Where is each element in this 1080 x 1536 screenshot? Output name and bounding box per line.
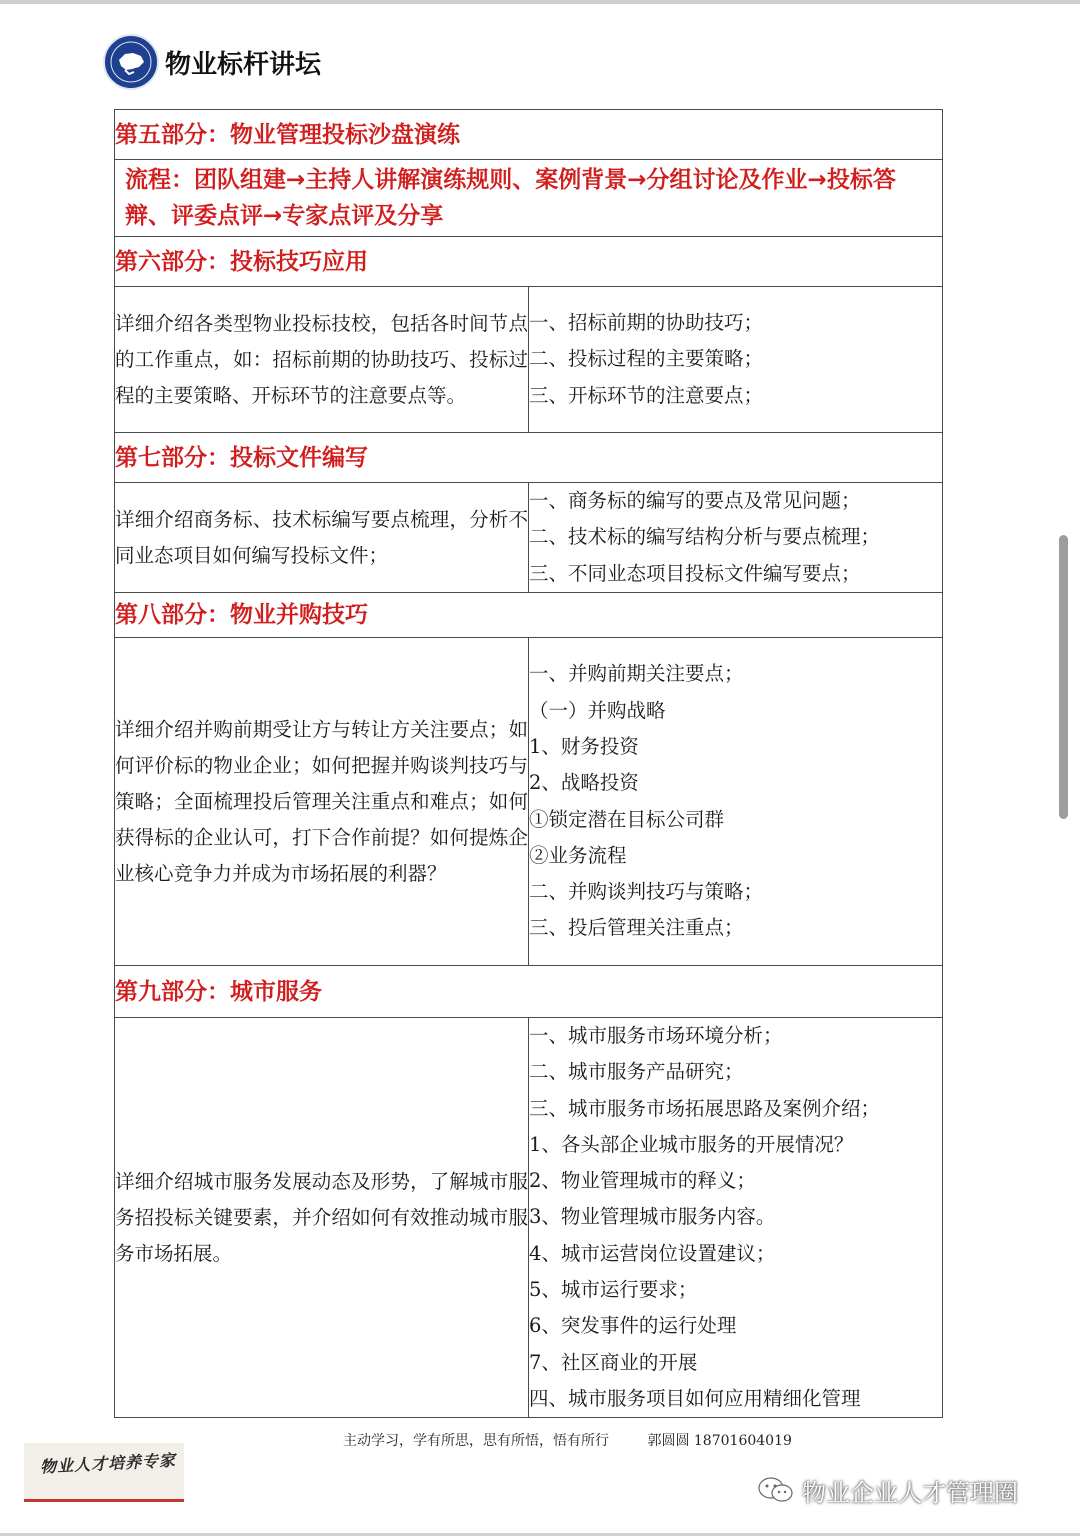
section-description: 详细介绍商务标、技术标编写要点梳理，分析不同业态项目如何编写投标文件；: [115, 483, 529, 593]
top-edge: [0, 0, 1080, 4]
scrollbar-thumb[interactable]: [1059, 535, 1068, 819]
section-items: [529, 287, 943, 433]
table-row: [115, 433, 943, 483]
list-item: 一、并购前期关注要点；: [529, 662, 744, 686]
list-item: 6、突发事件的运行处理: [529, 1314, 737, 1338]
list-item: 四、城市服务项目如何应用精细化管理: [529, 1386, 861, 1410]
list-item: 一、商务标的编写的要点及常见问题；: [529, 489, 861, 513]
list-item: 一、城市服务市场环境分析；: [529, 1024, 783, 1047]
list-item: 二、并购谈判技巧与策略；: [529, 880, 764, 904]
stamp-image: [24, 1443, 184, 1502]
stamp-text: 物业人才培养专家: [39, 1450, 177, 1477]
section-heading: 第七部分：投标文件编写: [115, 433, 943, 483]
section-description: 详细介绍并购前期受让方与转让方关注要点；如何评价标的物业企业；如何把握并购谈判技巧与策略；全面梳理投后管理关注重点和难点；如何获得标的企业认可，打下合作前提？如何提炼企业核心竞争力并成为市场拓展的利器？: [115, 638, 529, 966]
section-items: [529, 638, 943, 966]
section-heading: 第六部分：投标技巧应用: [115, 237, 943, 287]
process-heading: 流程：团队组建→主持人讲解演练规则、案例背景→分组讨论及作业→投标答辩、评委点评→专家点评及分享: [115, 160, 943, 237]
table-row: [115, 237, 943, 287]
footer-motto: 主动学习，学有所思，思有所悟，悟有所行: [343, 1433, 609, 1449]
table-row: [115, 638, 943, 966]
table-row: [115, 593, 943, 638]
table-row: [115, 483, 943, 593]
wechat-watermark: [756, 1470, 1018, 1510]
table-row: [115, 160, 943, 237]
table-row: [115, 287, 943, 433]
list-item: 三、不同业态项目投标文件编写要点；: [529, 561, 861, 585]
list-item: 1、财务投资: [529, 734, 639, 758]
wechat-icon: [756, 1475, 796, 1505]
section-items: [529, 1018, 943, 1418]
section-description: 详细介绍各类型物业投标技校，包括各时间节点的工作重点，如：招标前期的协助技巧、投标过程的主要策略、开标环节的注意要点等。: [115, 287, 529, 433]
list-item: 2、战略投资: [529, 771, 639, 795]
section-items: [529, 483, 943, 593]
list-item: （一）并购战略: [529, 698, 666, 722]
list-item: ①锁定潜在目标公司群: [529, 807, 725, 831]
table-row: [115, 966, 943, 1018]
page-header: [103, 34, 321, 90]
course-table: [114, 109, 943, 1418]
list-item: 三、城市服务市场拓展思路及案例介绍；: [529, 1096, 881, 1120]
list-item: 一、招标前期的协助技巧；: [529, 311, 764, 335]
list-item: 3、物业管理城市服务内容。: [529, 1205, 776, 1229]
list-item: 三、投后管理关注重点；: [529, 916, 744, 940]
list-item: 5、城市运行要求；: [529, 1278, 698, 1302]
table-row: [115, 1018, 943, 1418]
list-item: 2、物业管理城市的释义；: [529, 1169, 756, 1193]
list-item: 7、社区商业的开展: [529, 1350, 698, 1374]
section-heading: 第五部分：物业管理投标沙盘演练: [115, 110, 943, 160]
list-item: 二、城市服务产品研究；: [529, 1060, 744, 1084]
footer: [343, 1430, 792, 1450]
brand-title: 物业标杆讲坛: [165, 49, 322, 80]
list-item: 二、技术标的编写结构分析与要点梳理；: [529, 525, 881, 549]
section-heading: 第八部分：物业并购技巧: [115, 593, 943, 638]
section-heading: 第九部分：城市服务: [115, 966, 943, 1018]
list-item: ②业务流程: [529, 843, 627, 867]
list-item: 二、投标过程的主要策略；: [529, 347, 764, 371]
list-item: 4、城市运营岗位设置建议；: [529, 1241, 776, 1265]
table-row: [115, 110, 943, 160]
footer-contact: 郭圆圆 18701604019: [647, 1433, 792, 1449]
list-item: 三、开标环节的注意要点；: [529, 383, 764, 407]
list-item: 1、各头部企业城市服务的开展情况？: [529, 1132, 854, 1156]
logo-icon: [103, 34, 159, 90]
section-description: 详细介绍城市服务发展动态及形势，了解城市服务招投标关键要素，并介绍如何有效推动城市服务市场拓展。: [115, 1018, 529, 1418]
watermark-text: 物业企业人才管理圈: [802, 1478, 1018, 1507]
